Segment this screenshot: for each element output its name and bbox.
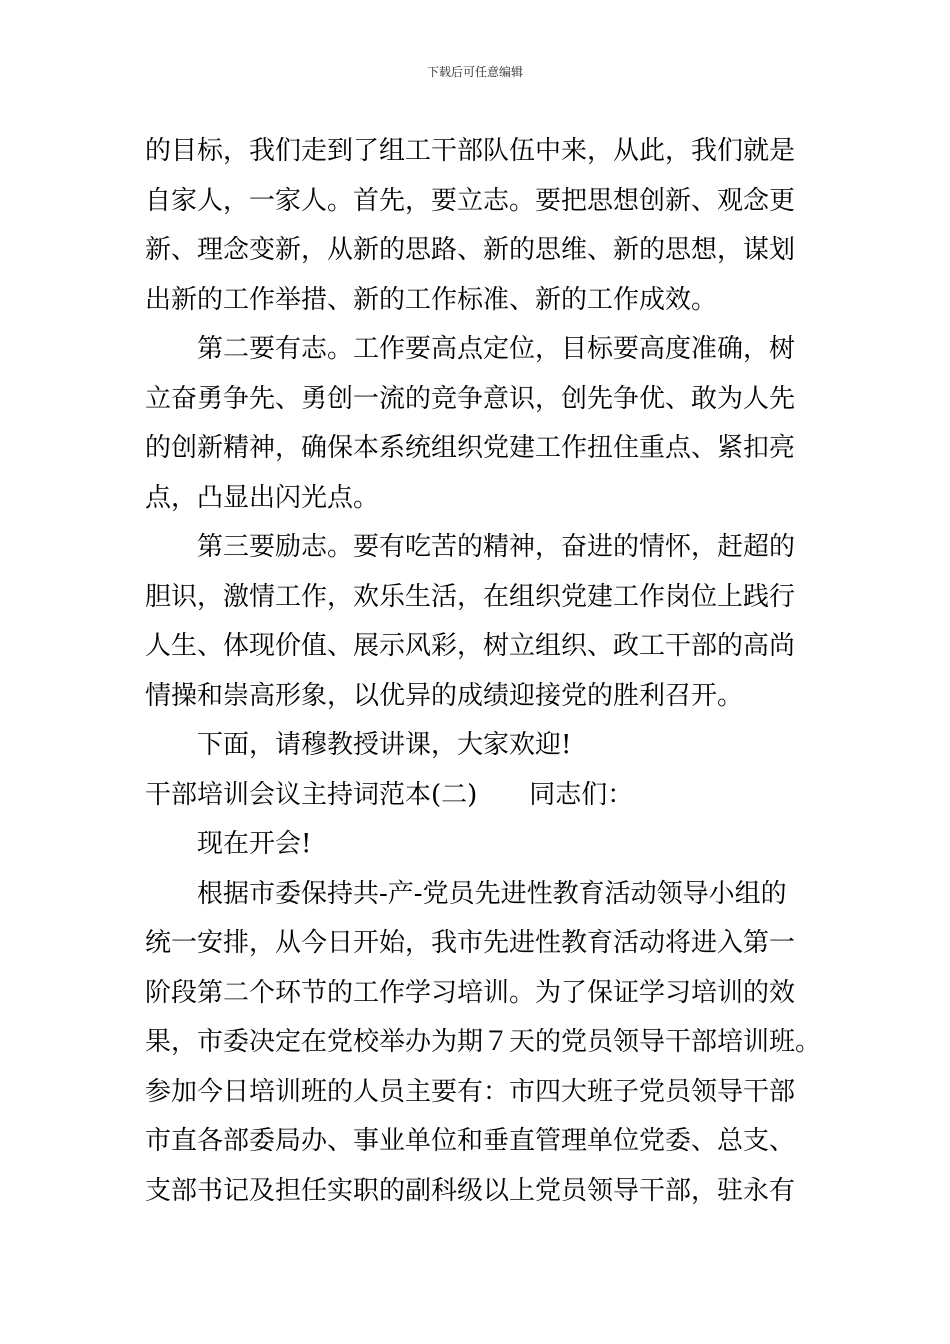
section-heading-line [145, 771, 810, 821]
text-line: 的目标，我们走到了组工干部队伍中来，从此，我们就是 [145, 136, 796, 166]
text-line: 阶段第二个环节的工作学习培训。为了保证学习培训的效 [145, 977, 796, 1008]
text-line: 立奋勇争先、勇创一流的竞争意识，创先争优、敢为人先 [145, 383, 796, 414]
text-line: 果，市委决定在党校举办为期７天的党员领导干部培训班。 [145, 1027, 822, 1057]
page-header-note: 下载后可任意编辑 [426, 65, 523, 79]
text-line: 自家人，一家人。首先，要立志。要把思想创新、观念更 [145, 185, 796, 216]
text-line: 出新的工作举措、新的工作标准、新的工作成效。 [145, 284, 718, 315]
greeting-text: 同志们： [529, 779, 634, 810]
text-line: 胆识，激情工作，欢乐生活，在组织党建工作岗位上践行 [145, 581, 796, 612]
paragraph-start-line: 现在开会! [197, 829, 312, 859]
document-body [145, 127, 822, 1216]
text-line: 点，凸显出闪光点。 [145, 482, 380, 513]
paragraph-start-line: 第二要有志。工作要高点定位，目标要高度准确，树 [197, 334, 796, 364]
text-line: 情操和崇高形象，以优异的成绩迎接党的胜利召开。 [145, 680, 744, 711]
paragraph-start-line: 第三要励志。要有吃苦的精神，奋进的情怀，赶超的 [197, 532, 796, 562]
text-line: 人生、体现价值、展示风彩，树立组织、政工干部的高尚 [145, 631, 796, 661]
text-line: 的创新精神，确保本系统组织党建工作扭住重点、紧扣亮 [145, 433, 796, 463]
text-line: 统一安排，从今日开始，我市先进性教育活动将进入第一 [145, 928, 796, 958]
text-line: 新、理念变新，从新的思路、新的思维、新的思想，谋划 [145, 235, 796, 265]
text-line: 市直各部委局办、事业单位和垂直管理单位党委、总支、 [145, 1126, 796, 1156]
text-line: 参加今日培训班的人员主要有：市四大班子党员领导干部 [145, 1076, 796, 1107]
paragraph-start-line: 下面，请穆教授讲课，大家欢迎! [197, 730, 572, 760]
text-line: 支部书记及担任实职的副科级以上党员领导干部，驻永有 [145, 1175, 796, 1206]
section-title: 干部培训会议主持词范本(二) [145, 779, 478, 810]
paragraph-start-line: 根据市委保持共-产-党员先进性教育活动领导小组的 [197, 878, 787, 909]
